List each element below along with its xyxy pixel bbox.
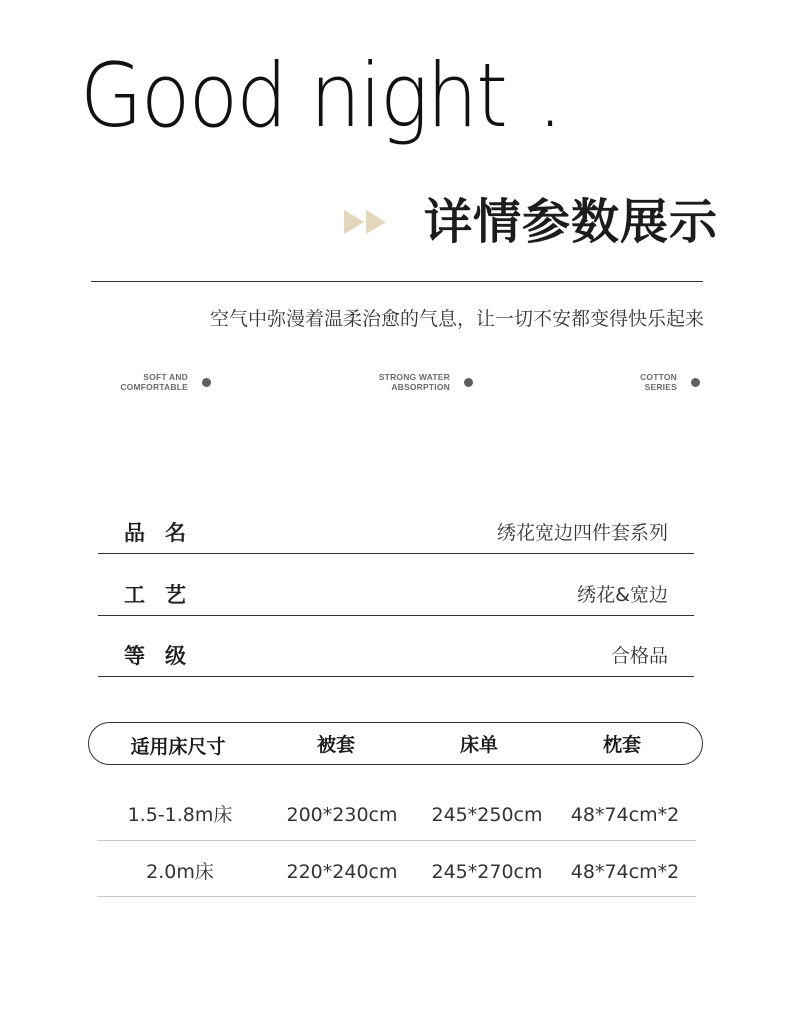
hero-title-text: Good night <box>80 44 506 147</box>
spec-row-product-name <box>98 494 694 554</box>
feature-label-line2: SERIES <box>644 382 677 392</box>
table-row: 2.0m床 220*240cm 245*270cm 48*74cm*2 <box>97 840 696 897</box>
feature-label <box>120 372 188 392</box>
spec-row-craft <box>98 556 694 616</box>
spec-label: 等级 <box>124 644 206 668</box>
bullet-dot-icon <box>464 378 473 387</box>
feature-label-line2: ABSORPTION <box>391 382 450 392</box>
section-title: 详情参数展示 <box>424 194 719 250</box>
spec-value: 绣花&宽边 <box>577 584 668 606</box>
spec-value: 绣花宽边四件套系列 <box>496 522 668 544</box>
header-bed-size: 适用床尺寸 <box>130 736 226 758</box>
table-row: 1.5-1.8m床 200*230cm 245*250cm 48*74cm*2 <box>97 784 696 841</box>
divider <box>91 281 703 282</box>
spec-value: 合格品 <box>610 645 668 667</box>
hero-title-dot: . <box>537 44 562 147</box>
feature-soft-comfortable <box>120 372 211 392</box>
size-table-header: 适用床尺寸 被套 床单 枕套 <box>88 722 703 765</box>
spec-row-grade <box>98 617 694 677</box>
bullet-dot-icon <box>691 378 700 387</box>
feature-water-absorption <box>379 372 473 392</box>
feature-label-line1: STRONG WATER <box>378 372 450 382</box>
feature-label-line1: SOFT AND <box>143 372 188 382</box>
feature-cotton-series <box>640 372 700 392</box>
feature-label-line2: COMFORTABLE <box>120 382 188 392</box>
feature-label <box>379 372 450 392</box>
double-play-icon <box>344 210 390 234</box>
table-cell: 1.5-1.8m床 <box>127 804 233 826</box>
feature-label <box>640 372 677 392</box>
feature-label-line1: COTTON <box>640 372 677 382</box>
hero-title <box>80 46 561 146</box>
spec-label: 工艺 <box>124 583 206 607</box>
spec-label: 品名 <box>124 521 206 545</box>
bullet-dot-icon <box>202 378 211 387</box>
table-cell: 2.0m床 <box>146 861 214 883</box>
section-subtitle: 空气中弥漫着温柔治愈的气息，让一切不安都变得快乐起来 <box>209 308 704 330</box>
